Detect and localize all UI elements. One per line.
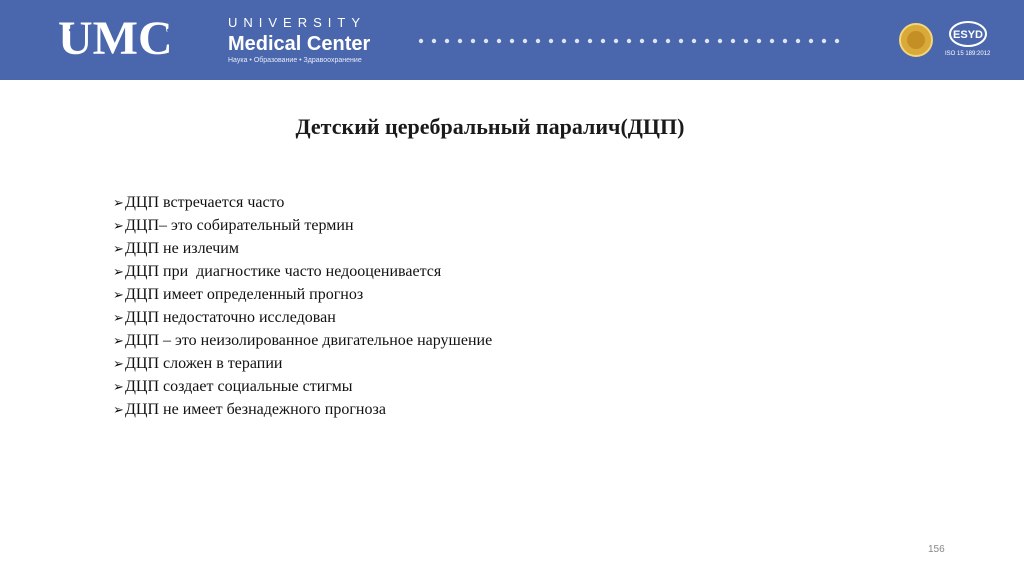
list-item-text: ДЦП недостаточно исследован [125,309,336,326]
divider-dot [744,39,748,43]
divider-dot [796,39,800,43]
bullet-list [113,191,492,421]
divider-dot [419,39,423,43]
divider-dot [588,39,592,43]
list-item [113,214,492,237]
divider-dot [718,39,722,43]
arrow-bullet-icon: ➢ [113,264,124,279]
list-item-text: ДЦП– это собирательный термин [125,217,354,234]
logo-tagline: Наука • Образование • Здравоохранение [228,57,362,64]
arrow-bullet-icon: ➢ [113,356,124,371]
umc-logo [58,12,218,62]
list-item [113,306,492,329]
list-item-text: ДЦП не излечим [125,240,239,257]
divider-dot [666,39,670,43]
divider-dot [731,39,735,43]
divider-dot [523,39,527,43]
list-item-text: ДЦП при диагностике часто недооценивается [125,263,442,280]
arrow-bullet-icon: ➢ [113,241,124,256]
list-item [113,260,492,283]
list-item-text: ДЦП не имеет безнадежного прогноза [125,401,386,418]
divider-dot [484,39,488,43]
list-item [113,283,492,306]
divider-dot [536,39,540,43]
divider-dot [627,39,631,43]
list-item-text: ДЦП создает социальные стигмы [125,378,353,395]
list-item [113,398,492,421]
page-number: 156 [928,544,945,555]
divider-dot [549,39,553,43]
logo-university: UNIVERSITY [228,15,367,30]
logo-medical-center: Medical Center [228,33,371,55]
arrow-bullet-icon: ➢ [113,218,124,233]
list-item [113,329,492,352]
arrow-bullet-icon: ➢ [113,402,124,417]
list-item-text: ДЦП встречается часто [125,194,285,211]
slide-title: Детский церебральный паралич(ДЦП) [295,114,685,139]
gold-seal-icon [900,24,932,56]
divider-dot [770,39,774,43]
divider-dot [705,39,709,43]
dotted-divider [418,37,848,45]
divider-dot [510,39,514,43]
divider-dot [497,39,501,43]
list-item-text: ДЦП сложен в терапии [125,355,283,372]
divider-dot [614,39,618,43]
svg-text:UMC: UMC [58,12,173,62]
arrow-bullet-icon: ➢ [113,379,124,394]
list-item-text: ДЦП – это неизолированное двигательное нарушение [125,332,493,349]
divider-dot [601,39,605,43]
divider-dot [575,39,579,43]
iso-caption: ISO 15 189:2012 [945,51,991,57]
logo-wordmark [228,16,370,65]
divider-dot [562,39,566,43]
divider-dot [640,39,644,43]
esyd-badge-icon [950,22,986,46]
divider-dot [458,39,462,43]
divider-dot [471,39,475,43]
divider-dot [757,39,761,43]
divider-dot [653,39,657,43]
divider-dot [692,39,696,43]
header-bar [0,0,1024,80]
list-item [113,352,492,375]
list-item-text: ДЦП имеет определенный прогноз [125,286,364,303]
divider-dot [809,39,813,43]
arrow-bullet-icon: ➢ [113,287,124,302]
divider-dot [783,39,787,43]
list-item [113,375,492,398]
arrow-bullet-icon: ➢ [113,195,124,210]
divider-dot [445,39,449,43]
divider-dot [822,39,826,43]
svg-text:ESYD: ESYD [953,29,983,41]
arrow-bullet-icon: ➢ [113,310,124,325]
divider-dot [835,39,839,43]
list-item [113,191,492,214]
list-item [113,237,492,260]
arrow-bullet-icon: ➢ [113,333,124,348]
divider-dot [679,39,683,43]
divider-dot [432,39,436,43]
